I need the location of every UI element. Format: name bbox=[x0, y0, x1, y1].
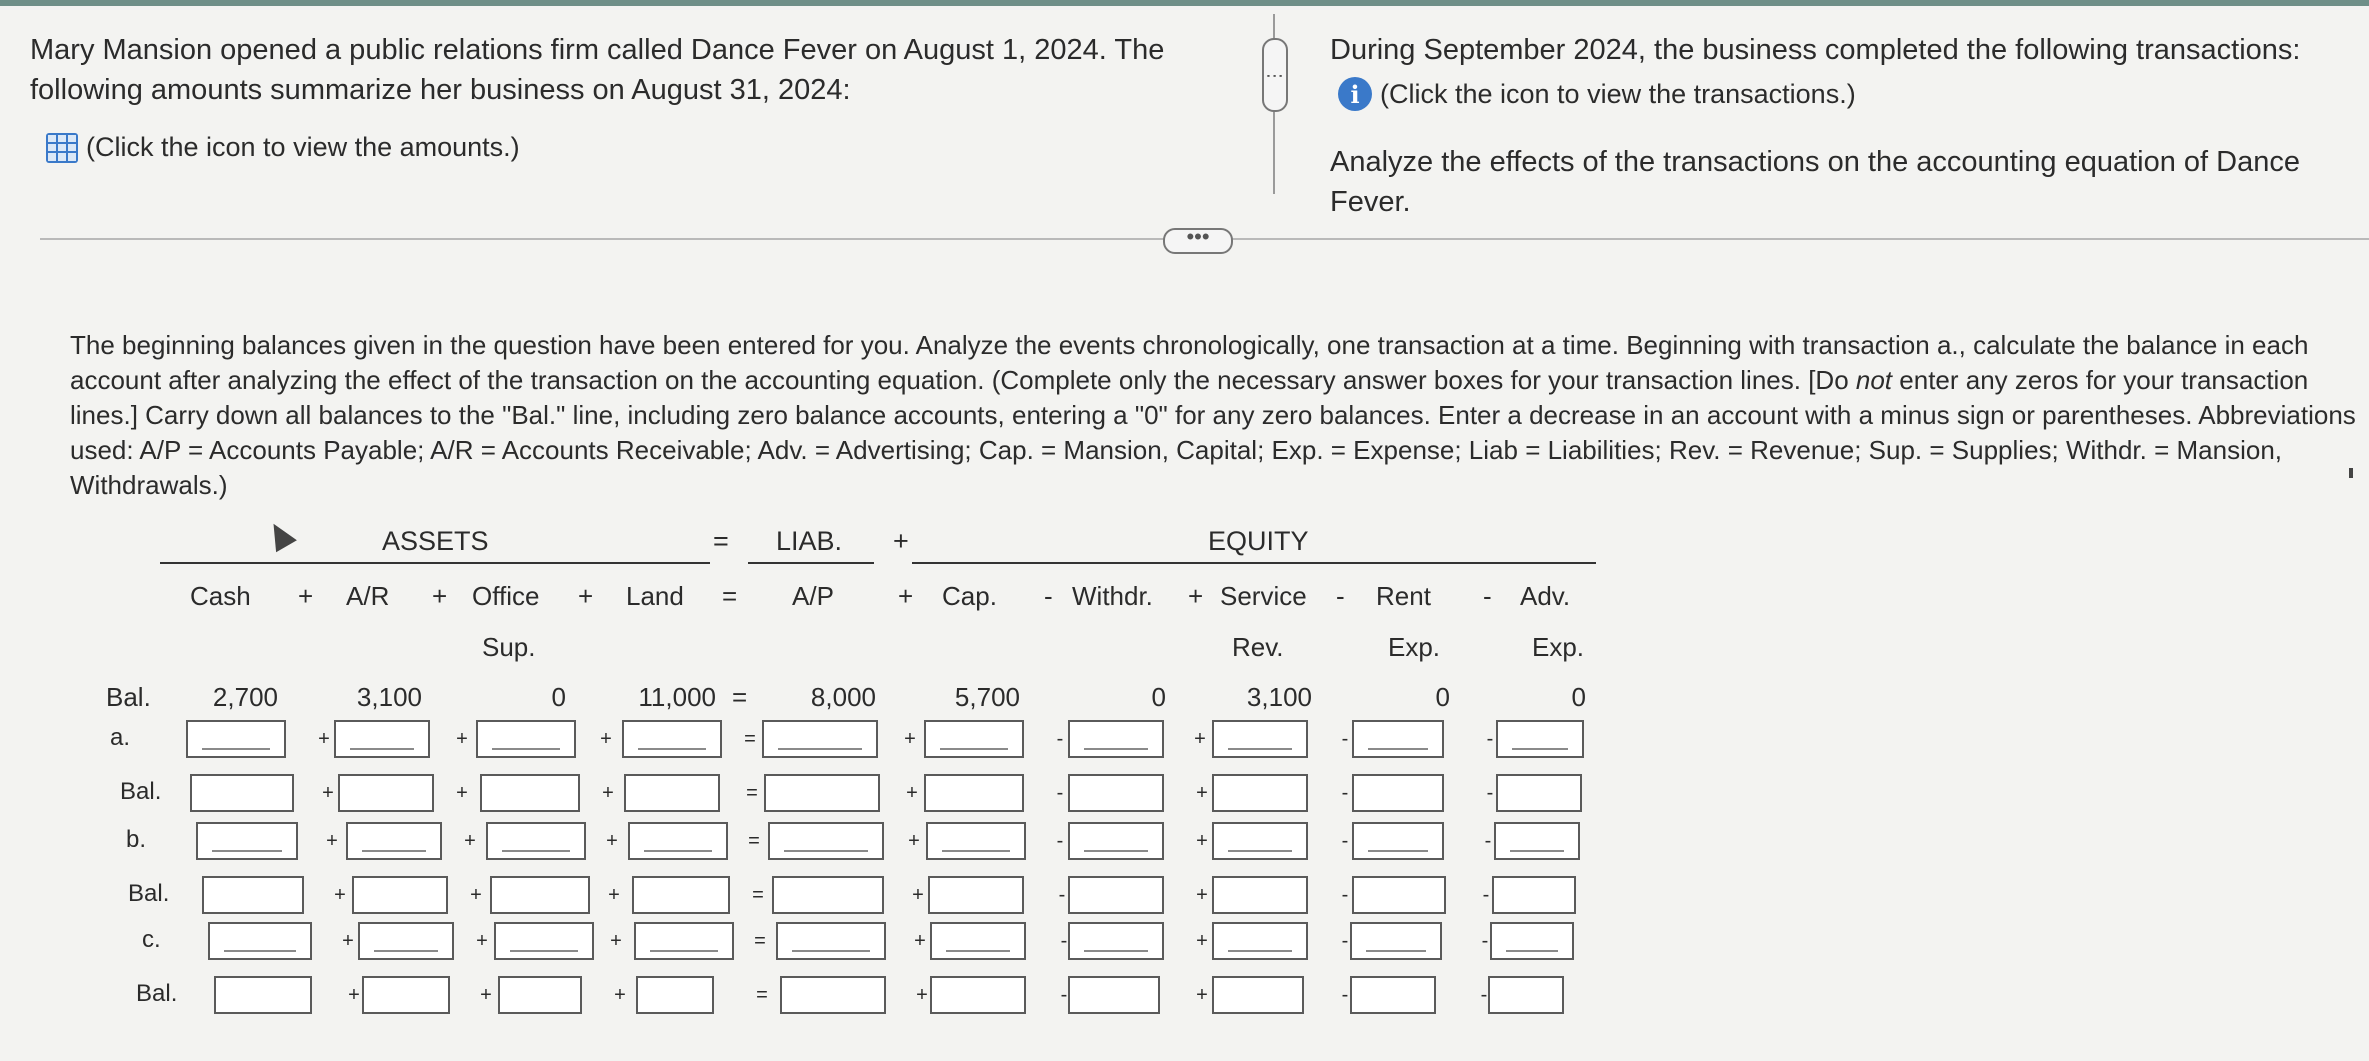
answer-input-6[interactable] bbox=[1068, 774, 1164, 812]
row-operator: + bbox=[600, 728, 612, 750]
answer-input-2[interactable] bbox=[480, 774, 580, 812]
beginning-balance-value: 0 bbox=[551, 682, 566, 712]
row-operator: + bbox=[614, 984, 626, 1006]
answer-input-5[interactable] bbox=[924, 774, 1024, 812]
answer-input-1[interactable] bbox=[338, 774, 434, 812]
answer-input-1[interactable] bbox=[352, 876, 448, 914]
row-operator: - bbox=[1341, 830, 1349, 852]
answer-input-3[interactable] bbox=[622, 720, 722, 758]
row-operator: - bbox=[1060, 984, 1068, 1006]
row-operator: + bbox=[322, 782, 334, 804]
column-header-service: Service bbox=[1220, 581, 1307, 611]
answer-input-3[interactable] bbox=[624, 774, 720, 812]
answer-input-0[interactable] bbox=[186, 720, 286, 758]
row-operator: - bbox=[1058, 884, 1066, 906]
answer-input-2[interactable] bbox=[498, 976, 582, 1014]
assets-header: ASSETS bbox=[382, 526, 489, 556]
column-header-land: Land bbox=[626, 581, 684, 611]
answer-input-8[interactable] bbox=[1352, 876, 1446, 914]
column-subheader: Exp. bbox=[1388, 632, 1441, 662]
answer-input-6[interactable] bbox=[1068, 720, 1164, 758]
answer-input-1[interactable] bbox=[358, 922, 454, 960]
intro-left-text: Mary Mansion opened a public relations firm called Dance Fever on August 1, 2024. The following amounts summarize her business on August 31, 2024: bbox=[30, 34, 1165, 106]
row-operator: + bbox=[456, 782, 468, 804]
answer-input-8[interactable] bbox=[1352, 720, 1444, 758]
row-operator: - bbox=[1341, 884, 1349, 906]
answer-input-8[interactable] bbox=[1350, 976, 1436, 1014]
row-operator: + bbox=[1196, 782, 1208, 804]
row-operator: - bbox=[1056, 728, 1064, 750]
column-operator: + bbox=[578, 581, 594, 611]
answer-input-6[interactable] bbox=[1068, 976, 1160, 1014]
beginning-balance-value: 11,000 bbox=[638, 682, 716, 712]
answer-input-8[interactable] bbox=[1352, 822, 1444, 860]
row-label-beginning-bal: Bal. bbox=[106, 682, 151, 712]
answer-input-0[interactable] bbox=[190, 774, 294, 812]
row-operator: = bbox=[744, 728, 756, 750]
column-header-a-p: A/P bbox=[792, 581, 834, 611]
group-equals-sign: = bbox=[713, 526, 729, 556]
column-header-cash: Cash bbox=[190, 581, 251, 611]
horizontal-handle-dots: ••• bbox=[1186, 224, 1210, 249]
row-operator: + bbox=[470, 884, 482, 906]
answer-input-2[interactable] bbox=[476, 720, 576, 758]
row-operator: + bbox=[1196, 884, 1208, 906]
row-operator: + bbox=[1196, 830, 1208, 852]
equity-underline bbox=[912, 562, 1596, 564]
answer-input-0[interactable] bbox=[202, 876, 304, 914]
row-operator: - bbox=[1341, 728, 1349, 750]
column-subheader: Sup. bbox=[482, 632, 536, 662]
row-operator: - bbox=[1341, 782, 1349, 804]
answer-input-3[interactable] bbox=[628, 822, 728, 860]
beginning-balance-value: 8,000 bbox=[810, 682, 876, 712]
answer-input-4[interactable] bbox=[776, 922, 886, 960]
row-operator: + bbox=[480, 984, 492, 1006]
instructions-part2: enter any zeros for your transaction lines.] Carry down all balances to the "Bal." line, including zero balance accounts, entering a "0" for any zero balances. Enter a decrease in an account with a minus sign or parentheses. Abbreviations used: A/P = Accounts Payable; A/R = Accounts Receivable; Adv. = Advertising; Cap. = Mansion, Capital; Exp. = Expense; Liab = Liabilities; Rev. = Revenue; Sup. = Supplies; Withdr. = Mansion, Withdrawals.) bbox=[70, 365, 2356, 500]
answer-input-5[interactable] bbox=[930, 976, 1026, 1014]
instructions-part1: The beginning balances given in the question have been entered for you. Analyze the events chronologically, one transaction at a time. Beginning with transaction a., calculate the balance in each account after analyzing the effect of the transaction on the accounting equation. (Complete only the necessary answer boxes for your transaction lines. [Do bbox=[70, 330, 2309, 395]
answer-input-6[interactable] bbox=[1068, 922, 1164, 960]
answer-input-7[interactable] bbox=[1212, 720, 1308, 758]
vertical-handle-dots: ⋮ bbox=[1265, 67, 1285, 83]
table-grid-icon[interactable] bbox=[46, 133, 78, 163]
answer-input-6[interactable] bbox=[1068, 876, 1164, 914]
answer-input-9[interactable] bbox=[1488, 976, 1564, 1014]
column-operator: + bbox=[432, 581, 448, 611]
beginning-balance-value: 0 bbox=[1435, 682, 1450, 712]
beginning-equals-sign: = bbox=[732, 682, 748, 712]
row-operator: - bbox=[1056, 830, 1064, 852]
amounts-link-label[interactable]: (Click the icon to view the amounts.) bbox=[86, 132, 520, 162]
answer-input-1[interactable] bbox=[334, 720, 430, 758]
horizontal-resize-handle[interactable] bbox=[1163, 224, 1233, 254]
answer-input-2[interactable] bbox=[494, 922, 594, 960]
answer-input-0[interactable] bbox=[196, 822, 298, 860]
row-operator: = bbox=[746, 782, 758, 804]
row-operator: = bbox=[748, 830, 760, 852]
transactions-link-label[interactable]: (Click the icon to view the transactions.) bbox=[1380, 78, 1856, 109]
row-operator: - bbox=[1056, 782, 1064, 804]
transactions-link[interactable] bbox=[1338, 77, 1856, 111]
answer-input-7[interactable] bbox=[1212, 774, 1308, 812]
instructions-emphasis: not bbox=[1855, 365, 1893, 395]
row-operator: + bbox=[1196, 930, 1208, 952]
info-icon[interactable]: i bbox=[1338, 77, 1372, 111]
column-operator: - bbox=[1483, 581, 1492, 611]
row-operator: + bbox=[476, 930, 488, 952]
row-operator: + bbox=[914, 930, 926, 952]
column-operator: = bbox=[722, 581, 738, 611]
row-operator: + bbox=[904, 728, 916, 750]
column-header-withdr: Withdr. bbox=[1072, 581, 1153, 611]
row-operator: + bbox=[326, 830, 338, 852]
answer-input-1[interactable] bbox=[346, 822, 442, 860]
column-operator: + bbox=[1188, 581, 1204, 611]
row-operator: + bbox=[906, 782, 918, 804]
row-operator: + bbox=[908, 830, 920, 852]
answer-input-5[interactable] bbox=[924, 720, 1024, 758]
answer-input-4[interactable] bbox=[768, 822, 884, 860]
column-subheader: Exp. bbox=[1532, 632, 1585, 662]
answer-input-3[interactable] bbox=[632, 876, 730, 914]
answer-input-9[interactable] bbox=[1496, 720, 1584, 758]
row-operator: + bbox=[608, 884, 620, 906]
group-plus-sign: + bbox=[893, 526, 909, 556]
column-subheader: Rev. bbox=[1232, 632, 1284, 662]
answer-input-3[interactable] bbox=[636, 976, 714, 1014]
scroll-marker bbox=[2349, 468, 2353, 478]
row-label: b. bbox=[126, 826, 147, 853]
row-operator: - bbox=[1060, 930, 1068, 952]
row-operator: + bbox=[610, 930, 622, 952]
answer-input-1[interactable] bbox=[362, 976, 450, 1014]
row-operator: + bbox=[1194, 728, 1206, 750]
answer-input-5[interactable] bbox=[926, 822, 1026, 860]
row-operator: + bbox=[456, 728, 468, 750]
column-operator: + bbox=[298, 581, 314, 611]
answer-input-8[interactable] bbox=[1350, 922, 1442, 960]
column-header-rent: Rent bbox=[1376, 581, 1431, 611]
answer-input-3[interactable] bbox=[634, 922, 734, 960]
amounts-link[interactable] bbox=[46, 132, 520, 163]
answer-input-4[interactable] bbox=[780, 976, 886, 1014]
row-operator: = bbox=[756, 984, 768, 1006]
answer-input-9[interactable] bbox=[1496, 774, 1582, 812]
liab-header: LIAB. bbox=[776, 526, 843, 556]
answer-input-4[interactable] bbox=[764, 774, 880, 812]
answer-input-2[interactable] bbox=[486, 822, 586, 860]
beginning-balance-value: 0 bbox=[1151, 682, 1166, 712]
row-operator: - bbox=[1486, 782, 1494, 804]
answer-input-9[interactable] bbox=[1494, 822, 1580, 860]
row-operator: - bbox=[1341, 984, 1349, 1006]
row-operator: - bbox=[1484, 830, 1492, 852]
answer-input-9[interactable] bbox=[1490, 922, 1574, 960]
answer-input-7[interactable] bbox=[1212, 876, 1308, 914]
row-operator: - bbox=[1480, 984, 1488, 1006]
beginning-balance-value: 2,700 bbox=[212, 682, 278, 712]
beginning-balance-value: 5,700 bbox=[954, 682, 1020, 712]
answer-input-9[interactable] bbox=[1492, 876, 1576, 914]
column-header-cap: Cap. bbox=[942, 581, 997, 611]
beginning-balance-value: 3,100 bbox=[1246, 682, 1312, 712]
intro-right-text: During September 2024, the business completed the following transactions: bbox=[1330, 34, 2301, 66]
top-accent-bar bbox=[0, 0, 2369, 6]
answer-input-7[interactable] bbox=[1212, 822, 1308, 860]
mouse-cursor-icon bbox=[263, 518, 297, 553]
assets-underline bbox=[160, 562, 710, 564]
row-label: a. bbox=[110, 724, 131, 751]
answer-input-5[interactable] bbox=[928, 876, 1024, 914]
column-operator: - bbox=[1044, 581, 1053, 611]
row-operator: - bbox=[1486, 728, 1494, 750]
answer-input-4[interactable] bbox=[772, 876, 884, 914]
row-operator: - bbox=[1481, 930, 1489, 952]
vertical-resize-handle[interactable] bbox=[1262, 38, 1288, 112]
answer-input-7[interactable] bbox=[1212, 976, 1304, 1014]
row-operator: + bbox=[1196, 984, 1208, 1006]
answer-input-6[interactable] bbox=[1068, 822, 1164, 860]
intro-task-text: Analyze the effects of the transactions on the accounting equation of Dance Fever. bbox=[1330, 146, 2300, 218]
equity-header: EQUITY bbox=[1208, 526, 1309, 556]
answer-input-0[interactable] bbox=[208, 922, 312, 960]
answer-input-0[interactable] bbox=[214, 976, 312, 1014]
row-operator: + bbox=[606, 830, 618, 852]
row-label: Bal. bbox=[120, 778, 162, 805]
row-operator: = bbox=[752, 884, 764, 906]
row-label: Bal. bbox=[136, 980, 178, 1007]
row-operator: + bbox=[916, 984, 928, 1006]
row-operator: + bbox=[912, 884, 924, 906]
beginning-balance-value: 0 bbox=[1571, 682, 1586, 712]
beginning-balance-value: 3,100 bbox=[356, 682, 422, 712]
liab-underline bbox=[748, 562, 874, 564]
row-label: c. bbox=[142, 926, 161, 953]
answer-input-7[interactable] bbox=[1212, 922, 1308, 960]
row-operator: + bbox=[602, 782, 614, 804]
column-operator: - bbox=[1336, 581, 1345, 611]
answer-input-8[interactable] bbox=[1352, 774, 1444, 812]
instructions-text bbox=[70, 328, 2360, 503]
column-header-office: Office bbox=[472, 581, 540, 611]
answer-input-4[interactable] bbox=[762, 720, 878, 758]
row-label: Bal. bbox=[128, 880, 170, 907]
row-operator: + bbox=[318, 728, 330, 750]
row-operator: - bbox=[1341, 930, 1349, 952]
row-operator: + bbox=[348, 984, 360, 1006]
row-operator: = bbox=[754, 930, 766, 952]
answer-input-5[interactable] bbox=[930, 922, 1026, 960]
row-operator: + bbox=[464, 830, 476, 852]
row-operator: + bbox=[342, 930, 354, 952]
column-header-adv: Adv. bbox=[1520, 581, 1571, 611]
row-operator: + bbox=[334, 884, 346, 906]
answer-input-2[interactable] bbox=[490, 876, 590, 914]
row-operator: - bbox=[1482, 884, 1490, 906]
column-header-a-r: A/R bbox=[346, 581, 390, 611]
column-operator: + bbox=[898, 581, 914, 611]
